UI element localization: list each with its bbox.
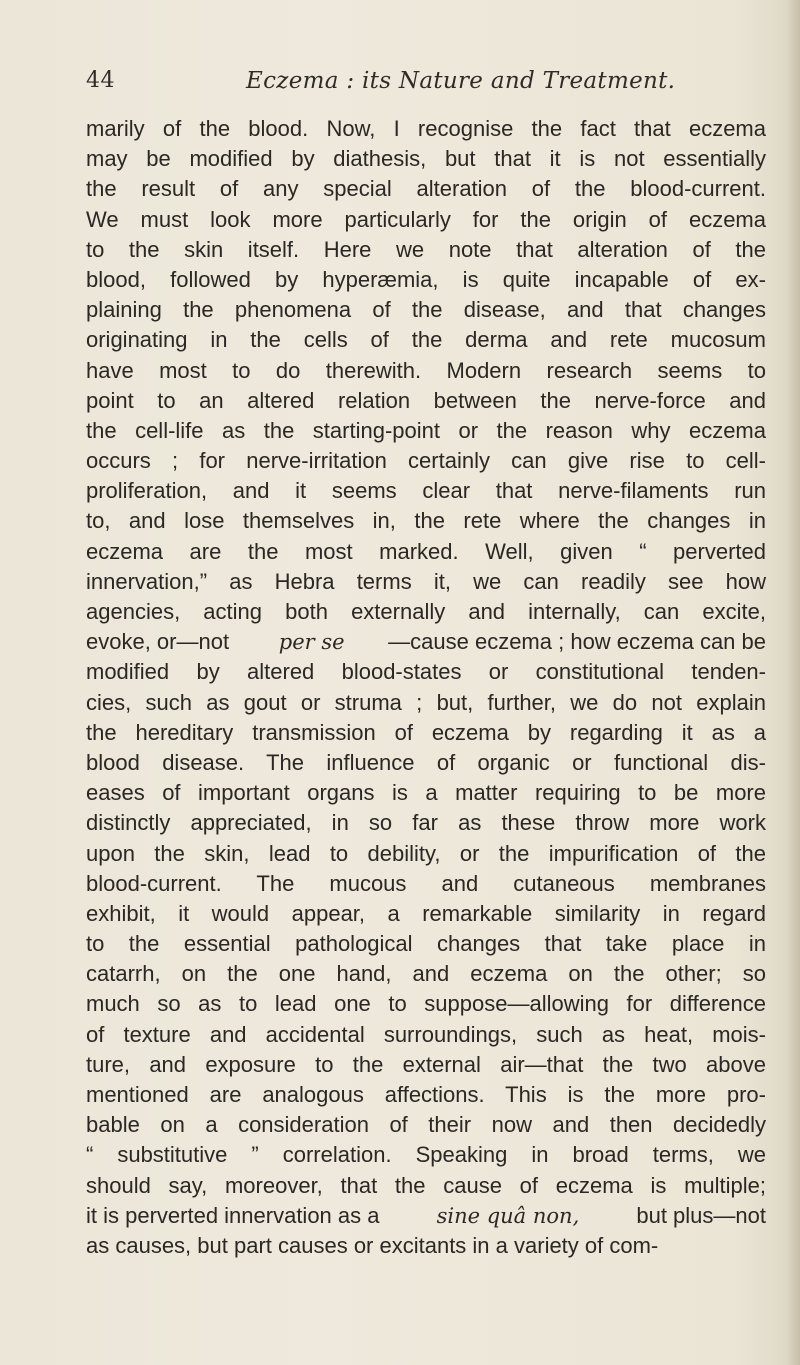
line-text: plaining the phenomena of the disease, and that changes bbox=[86, 297, 766, 323]
text-line bbox=[86, 567, 766, 597]
text-line bbox=[86, 899, 766, 929]
line-text: to the essential pathological changes that take place in bbox=[86, 931, 766, 957]
text-line bbox=[86, 144, 766, 174]
line-text: modified by altered blood-states or constitutional tenden- bbox=[86, 659, 766, 685]
line-text: have most to do therewith. Modern research seems to bbox=[86, 357, 766, 383]
text-line bbox=[86, 1020, 766, 1050]
line-text: the cell-life as the starting-point or the reason why eczema bbox=[86, 417, 766, 443]
text-line bbox=[86, 265, 766, 295]
line-text: ture, and exposure to the external air—that the two above bbox=[86, 1051, 766, 1077]
text-line bbox=[86, 205, 766, 235]
text-line bbox=[86, 839, 766, 869]
text-segment: it is perverted innervation as a bbox=[86, 1202, 386, 1228]
text-line bbox=[86, 808, 766, 838]
text-line bbox=[86, 989, 766, 1019]
line-text: the hereditary transmission of eczema by regarding it as a bbox=[86, 719, 766, 745]
text-line bbox=[86, 1140, 766, 1170]
text-line bbox=[86, 537, 766, 567]
running-title: Eczema : its Nature and Treatment. bbox=[246, 68, 676, 94]
line-text: catarrh, on the one hand, and eczema on the other; so bbox=[86, 961, 766, 987]
text-line bbox=[86, 1050, 766, 1080]
line-text: mentioned are analogous affections. This is the more pro- bbox=[86, 1082, 766, 1107]
line-text: upon the skin, lead to debility, or the impurification of the bbox=[86, 840, 766, 866]
text-line bbox=[86, 325, 766, 355]
line-text: occurs ; for nerve-irritation certainly can give rise to cell- bbox=[86, 448, 766, 474]
line-text: proliferation, and it seems clear that nerve-filaments run bbox=[86, 478, 766, 504]
italic-segment: sine quâ non, bbox=[436, 1203, 580, 1228]
italic-segment: per se bbox=[278, 630, 345, 655]
line-text: much so as to lead one to suppose—allowing for difference bbox=[86, 991, 766, 1017]
text-line bbox=[86, 506, 766, 536]
text-line bbox=[86, 235, 766, 265]
line-text: exhibit, it would appear, a remarkable similarity in regard bbox=[86, 900, 766, 926]
line-text: point to an altered relation between the nerve-force and bbox=[86, 387, 766, 413]
running-head bbox=[86, 60, 766, 110]
line-text: as causes, but part causes or excitants in a variety of com- bbox=[86, 1232, 659, 1258]
text-line bbox=[86, 476, 766, 506]
line-text: distinctly appreciated, in so far as these throw more work bbox=[86, 810, 766, 836]
line-text: marily of the blood. Now, I recognise the fact that eczema bbox=[86, 116, 766, 141]
text-line bbox=[86, 869, 766, 899]
text-line bbox=[86, 1171, 766, 1201]
line-text: bable on a consideration of their now and then decidedly bbox=[86, 1112, 766, 1138]
line-text: “ substitutive ” correlation. Speaking in broad terms, we bbox=[86, 1142, 766, 1168]
line-text: should say, moreover, that the cause of eczema is multiple; bbox=[86, 1172, 766, 1198]
line-text: to, and lose themselves in, the rete where the changes in bbox=[86, 508, 766, 534]
text-line bbox=[86, 446, 766, 476]
text-line bbox=[86, 688, 766, 718]
line-text: eczema are the most marked. Well, given “ perverted bbox=[86, 538, 766, 564]
text-line bbox=[86, 959, 766, 989]
line-text: originating in the cells of the derma and rete mucosum bbox=[86, 327, 766, 353]
line-text: innervation,” as Hebra terms it, we can readily see how bbox=[86, 568, 766, 594]
text-line bbox=[86, 1080, 766, 1110]
text-line bbox=[86, 1201, 766, 1231]
text-segment: evoke, or—not bbox=[86, 629, 236, 655]
text-line bbox=[86, 386, 766, 416]
line-text: of texture and accidental surroundings, such as heat, mois- bbox=[86, 1021, 766, 1047]
text-line bbox=[86, 718, 766, 748]
text-line bbox=[86, 295, 766, 325]
text-line bbox=[86, 597, 766, 627]
text-segment: but plus—not bbox=[630, 1202, 766, 1228]
line-text: blood-current. The mucous and cutaneous membranes bbox=[86, 870, 766, 896]
body-text bbox=[86, 114, 766, 1261]
page-edge-shadow bbox=[786, 0, 800, 1365]
text-line bbox=[86, 356, 766, 386]
line-text: the result of any special alteration of the blood-current. bbox=[86, 176, 766, 202]
line-text: agencies, acting both externally and internally, can excite, bbox=[86, 599, 766, 624]
line-text: to the skin itself. Here we note that alteration of the bbox=[86, 236, 766, 262]
text-line bbox=[86, 1231, 766, 1261]
line-text: blood disease. The influence of organic or functional dis- bbox=[86, 749, 766, 775]
text-line bbox=[86, 1110, 766, 1140]
text-line bbox=[86, 748, 766, 778]
text-line bbox=[86, 778, 766, 808]
text-line bbox=[86, 114, 766, 144]
text-line bbox=[86, 174, 766, 204]
line-text: eases of important organs is a matter requiring to be more bbox=[86, 780, 766, 806]
line-text: cies, such as gout or struma ; but, further, we do not explain bbox=[86, 689, 766, 715]
line-text: blood, followed by hyperæmia, is quite incapable of ex- bbox=[86, 266, 766, 292]
text-line bbox=[86, 627, 766, 657]
page-number: 44 bbox=[86, 68, 115, 93]
text-segment: —cause eczema ; how eczema can be bbox=[388, 629, 766, 655]
line-text: may be modified by diathesis, but that it is not essentially bbox=[86, 146, 766, 172]
text-line bbox=[86, 416, 766, 446]
text-line bbox=[86, 929, 766, 959]
line-text: We must look more particularly for the origin of eczema bbox=[86, 206, 766, 232]
text-line bbox=[86, 657, 766, 687]
